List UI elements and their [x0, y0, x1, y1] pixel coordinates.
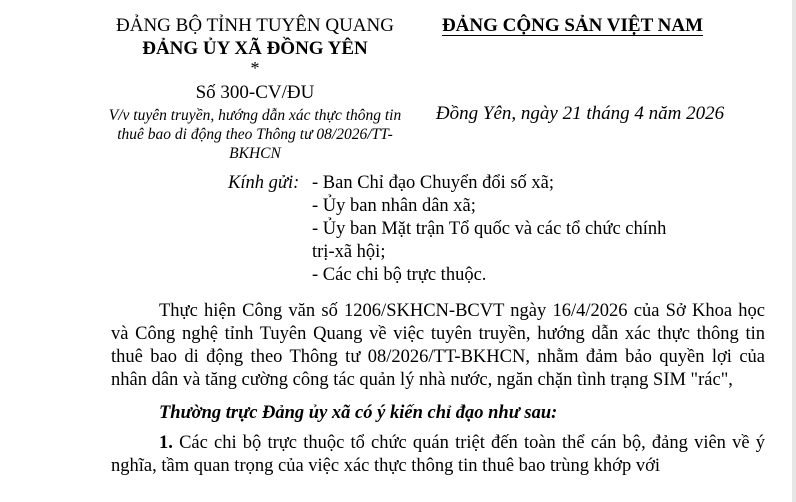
document-number: Số 300-CV/ĐU [195, 82, 315, 103]
item-text: Các chi bộ trực thuộc tổ chức quán triệt đến toàn thể cán bộ, đảng viên về ý nghĩa, tầm quan trọng của việc xác thực thông tin thuê bao trùng khớp với [111, 433, 765, 476]
intro-paragraph: Thực hiện Công văn số 1206/SKHCN-BCVT ngày 16/4/2026 của Sở Khoa học và Công nghệ tỉnh Tuyên Quang về việc tuyên truyền, hướng dẫn xác thực thông tin thuê bao di động theo Thông tư 08/2026/TT-BKHCN, nhằm đảm bảo quyền lợi của nhân dân và tăng cường công tác quản lý nhà nước, ngăn chặn tình trạng SIM "rác", [111, 301, 765, 390]
recipient-item: - Ban Chỉ đạo Chuyển đổi số xã; [312, 173, 555, 193]
recipient-item-continued: trị-xã hội; [312, 242, 386, 262]
separator-star: * [250, 58, 260, 78]
page-edge-shadow [792, 0, 796, 502]
recipients-label: Kính gửi: [228, 173, 300, 193]
party-name: ĐẢNG CỘNG SẢN VIỆT NAM [441, 15, 704, 36]
item-number: 1. [159, 433, 173, 453]
place-date: Đồng Yên, ngày 21 tháng 4 năm 2026 [435, 103, 725, 124]
directive-heading: Thường trực Đảng ủy xã có ý kiến chỉ đạo như sau: [159, 403, 558, 423]
recipient-item: - Ủy ban Mặt trận Tổ quốc và các tổ chức chính [312, 219, 667, 239]
document-subject: V/v tuyên truyền, hướng dẫn xác thực thông tin thuê bao di động theo Thông tư 08/2026/TT-BKHCN [108, 107, 402, 162]
issuer-block [105, 14, 405, 163]
recipient-item: - Ủy ban nhân dân xã; [312, 196, 476, 216]
recipient-item: - Các chi bộ trực thuộc. [312, 265, 487, 285]
numbered-item [111, 432, 765, 478]
parent-organization: ĐẢNG BỘ TỈNH TUYÊN QUANG [116, 15, 394, 36]
recipients-list [312, 172, 672, 287]
document-body [111, 300, 765, 478]
national-block [430, 14, 715, 37]
issuing-organization: ĐẢNG ỦY XÃ ĐỒNG YÊN [142, 38, 368, 59]
